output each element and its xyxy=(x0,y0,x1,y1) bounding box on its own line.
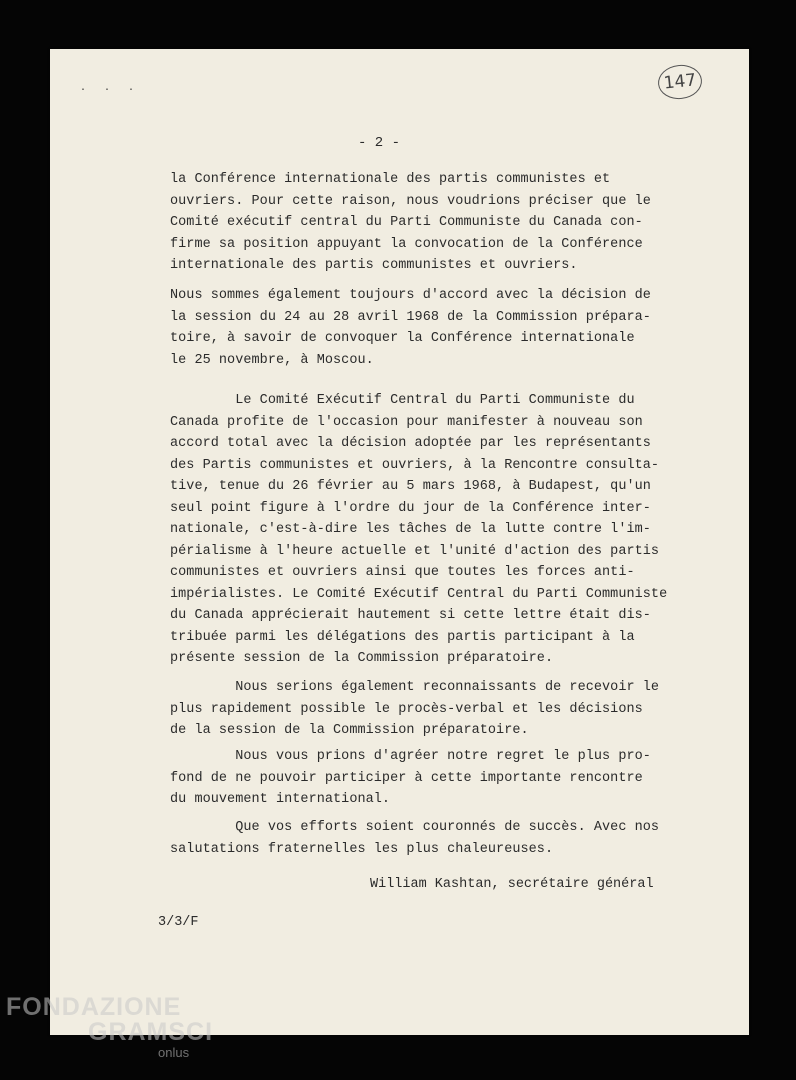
paragraph-6: Que vos efforts soient couronnés de succès. Avec nos salutations fraternelles les plus chaleureuses. xyxy=(170,820,660,857)
document-page xyxy=(50,49,749,1035)
folio-number: 147 xyxy=(656,63,703,101)
signature-line: William Kashtan, secrétaire général xyxy=(370,877,654,892)
paragraph-5: Nous vous prions d'agréer notre regret le plus pro- fond de ne pouvoir participer à cette importante rencontre du mouvement international. xyxy=(170,749,651,807)
paper-marks: · · · xyxy=(80,85,141,96)
paragraph-3: Le Comité Exécutif Central du Parti Communiste du Canada profite de l'occasion pour manifester à nouveau son accord total avec la décision adoptée par les représentants des Partis communistes et ouvriers, à la Rencontre consulta- tive, tenue du 26 février au 5 mars 1968, à Budapest, qu'un seul point figure à l'ordre du jour de la Conférence inter- nationale, c'est-à-dire les tâches de la lutte contre l'im- périalisme à l'heure actuelle et l'unité d'action des partis communistes et ouvriers ainsi que toutes les forces anti- impérialistes. Le Comité Exécutif Central du Parti Communiste du Canada apprécierait hautement si cette lettre était dis- tribuée parmi les délégations des partis participant à la présente session de la Commission préparatoire. xyxy=(170,393,668,666)
watermark-logo xyxy=(6,993,213,1060)
watermark-line-3: onlus xyxy=(158,1045,190,1060)
paragraph-1: la Conférence internationale des partis communistes et ouvriers. Pour cette raison, nous voudrions préciser que le Comité exécutif central du Parti Communiste du Canada con- firme sa position appuyant la convocation de la Conférence internationale des partis communistes et ouvriers. xyxy=(170,172,651,273)
page-marker: - 2 - xyxy=(358,135,401,151)
paragraph-2: Nous sommes également toujours d'accord avec la décision de la session du 24 au 28 avril 1968 de la Commission prépara- toire, à savoir de convoquer la Conférence internationale le 25 novembre, à Moscou. xyxy=(170,288,651,368)
reference-code: 3/3/F xyxy=(158,915,199,930)
paragraph-4: Nous serions également reconnaissants de recevoir le plus rapidement possible le procès-verbal et les décisions de la session de la Commission préparatoire. xyxy=(170,680,660,738)
watermark-line-2: GRAMSCI xyxy=(88,1018,214,1046)
watermark-line-1: FONDAZIONE xyxy=(6,993,182,1021)
